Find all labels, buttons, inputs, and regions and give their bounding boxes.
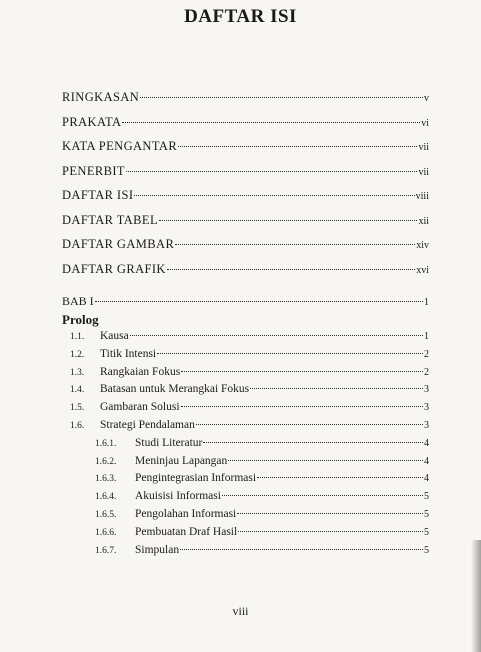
toc-entry-label: DAFTAR TABEL	[62, 212, 158, 227]
toc-section	[70, 401, 429, 419]
dot-leader	[228, 460, 423, 461]
page-title: DAFTAR ISI	[184, 6, 297, 27]
section-number: 1.3.	[70, 367, 85, 378]
section-page: 1	[424, 331, 429, 342]
subsection-page: 5	[424, 491, 429, 503]
section-label: Titik Intensi	[100, 347, 157, 360]
subsection-label: Pembuatan Draf Hasil	[135, 525, 238, 538]
subsection-page: 5	[424, 508, 429, 520]
toc-entry-page: v	[424, 93, 429, 104]
subsection-number: 1.6.6.	[95, 527, 117, 538]
dot-leader	[181, 406, 423, 407]
dot-leader	[237, 513, 423, 514]
section-label: Strategi Pendalaman	[100, 418, 195, 431]
dot-leader	[159, 220, 417, 221]
toc-subsection	[95, 526, 429, 544]
toc-entry	[62, 213, 429, 238]
subsection-number: 1.6.5.	[95, 509, 117, 520]
toc-entry-page: xii	[418, 215, 429, 227]
dot-leader	[203, 442, 423, 443]
toc-section	[70, 348, 429, 366]
dot-leader	[126, 171, 418, 172]
subsection-number: 1.6.2.	[95, 456, 117, 467]
toc-subsection	[95, 437, 429, 455]
toc-subsection	[95, 508, 429, 526]
dot-leader	[95, 301, 423, 302]
toc-entry-label: PRAKATA	[62, 114, 122, 129]
section-page: 2	[424, 348, 429, 360]
section-page: 3	[424, 402, 429, 414]
toc-entry-page: vi	[421, 117, 429, 129]
page-number: viii	[232, 604, 249, 618]
subsection-page: 4	[424, 437, 429, 449]
toc-entry-label: DAFTAR GAMBAR	[62, 237, 175, 251]
dot-leader	[250, 388, 423, 389]
toc-subsection	[95, 472, 429, 490]
section-page: 3	[424, 419, 429, 431]
toc-entry-label: RINGKASAN	[62, 90, 140, 104]
toc-entry-label: DAFTAR ISI	[62, 188, 134, 202]
dot-leader	[140, 97, 423, 98]
dot-leader	[167, 269, 415, 270]
chapter-title: Prolog	[62, 312, 99, 327]
dot-leader	[122, 122, 420, 123]
subsection-number: 1.6.4.	[95, 492, 117, 503]
dot-leader	[157, 353, 423, 354]
toc-chapter-entry	[62, 294, 429, 312]
subsection-label: Simpulan	[135, 543, 180, 556]
dot-leader	[180, 549, 423, 550]
dot-leader	[130, 335, 423, 336]
section-number: 1.1.	[70, 332, 85, 342]
table-of-contents	[62, 90, 429, 561]
section-number: 1.4.	[70, 385, 85, 396]
section-label: Kausa	[100, 330, 129, 342]
toc-section	[70, 419, 429, 437]
section-number: 1.6.	[70, 420, 85, 431]
toc-entry-label: KATA PENGANTAR	[62, 139, 178, 153]
toc-subsection	[95, 490, 429, 508]
section-page: 3	[424, 384, 429, 396]
section-number: 1.5.	[70, 403, 85, 414]
toc-entry-page: vii	[418, 166, 429, 178]
toc-entry-label: DAFTAR GRAFIK	[62, 261, 166, 276]
toc-subsection	[95, 544, 429, 562]
subsection-number: 1.6.7.	[95, 545, 117, 556]
dot-leader	[175, 244, 415, 245]
dot-leader	[178, 146, 417, 147]
toc-entry	[62, 237, 429, 262]
subsection-number: 1.6.1.	[95, 438, 117, 449]
subsection-label: Akuisisi Informasi	[135, 490, 221, 503]
section-number: 1.2.	[70, 349, 85, 360]
dot-leader	[196, 424, 423, 425]
toc-section	[70, 366, 429, 384]
dot-leader	[222, 495, 423, 496]
dot-leader	[257, 477, 423, 478]
toc-entry	[62, 90, 429, 115]
toc-section	[70, 330, 429, 348]
toc-section	[70, 383, 429, 401]
chapter-page: 1	[424, 297, 429, 308]
subsection-page: 5	[424, 526, 429, 538]
toc-entry	[62, 262, 429, 287]
dot-leader	[181, 371, 423, 372]
toc-entry-label: PENERBIT	[62, 163, 125, 178]
subsection-label: Pengintegrasian Informasi	[135, 472, 257, 485]
section-label: Gambaran Solusi	[100, 401, 180, 414]
toc-subsection	[95, 455, 429, 473]
subsection-page: 5	[424, 544, 429, 556]
toc-entry	[62, 139, 429, 164]
toc-entry	[62, 164, 429, 189]
subsection-page: 4	[424, 473, 429, 485]
dot-leader	[238, 531, 423, 532]
subsection-page: 4	[424, 455, 429, 467]
subsection-number: 1.6.3.	[95, 474, 117, 485]
section-label: Rangkaian Fokus	[100, 365, 181, 378]
page-edge-shadow	[471, 540, 481, 652]
subsection-label: Studi Literatur	[135, 436, 203, 449]
section-label: Batasan untuk Merangkai Fokus	[100, 383, 250, 396]
toc-entry-page: xiv	[416, 240, 429, 251]
toc-entry	[62, 188, 429, 213]
chapter-label: BAB I	[62, 294, 94, 308]
dot-leader	[134, 195, 414, 196]
toc-entry	[62, 115, 429, 140]
toc-entry-page: viii	[415, 191, 429, 202]
subsection-label: Meninjau Lapangan	[135, 454, 228, 467]
subsection-label: Pengolahan Informasi	[135, 507, 237, 520]
section-page: 2	[424, 366, 429, 378]
toc-entry-page: xvi	[416, 264, 429, 276]
toc-entry-page: vii	[418, 142, 429, 153]
